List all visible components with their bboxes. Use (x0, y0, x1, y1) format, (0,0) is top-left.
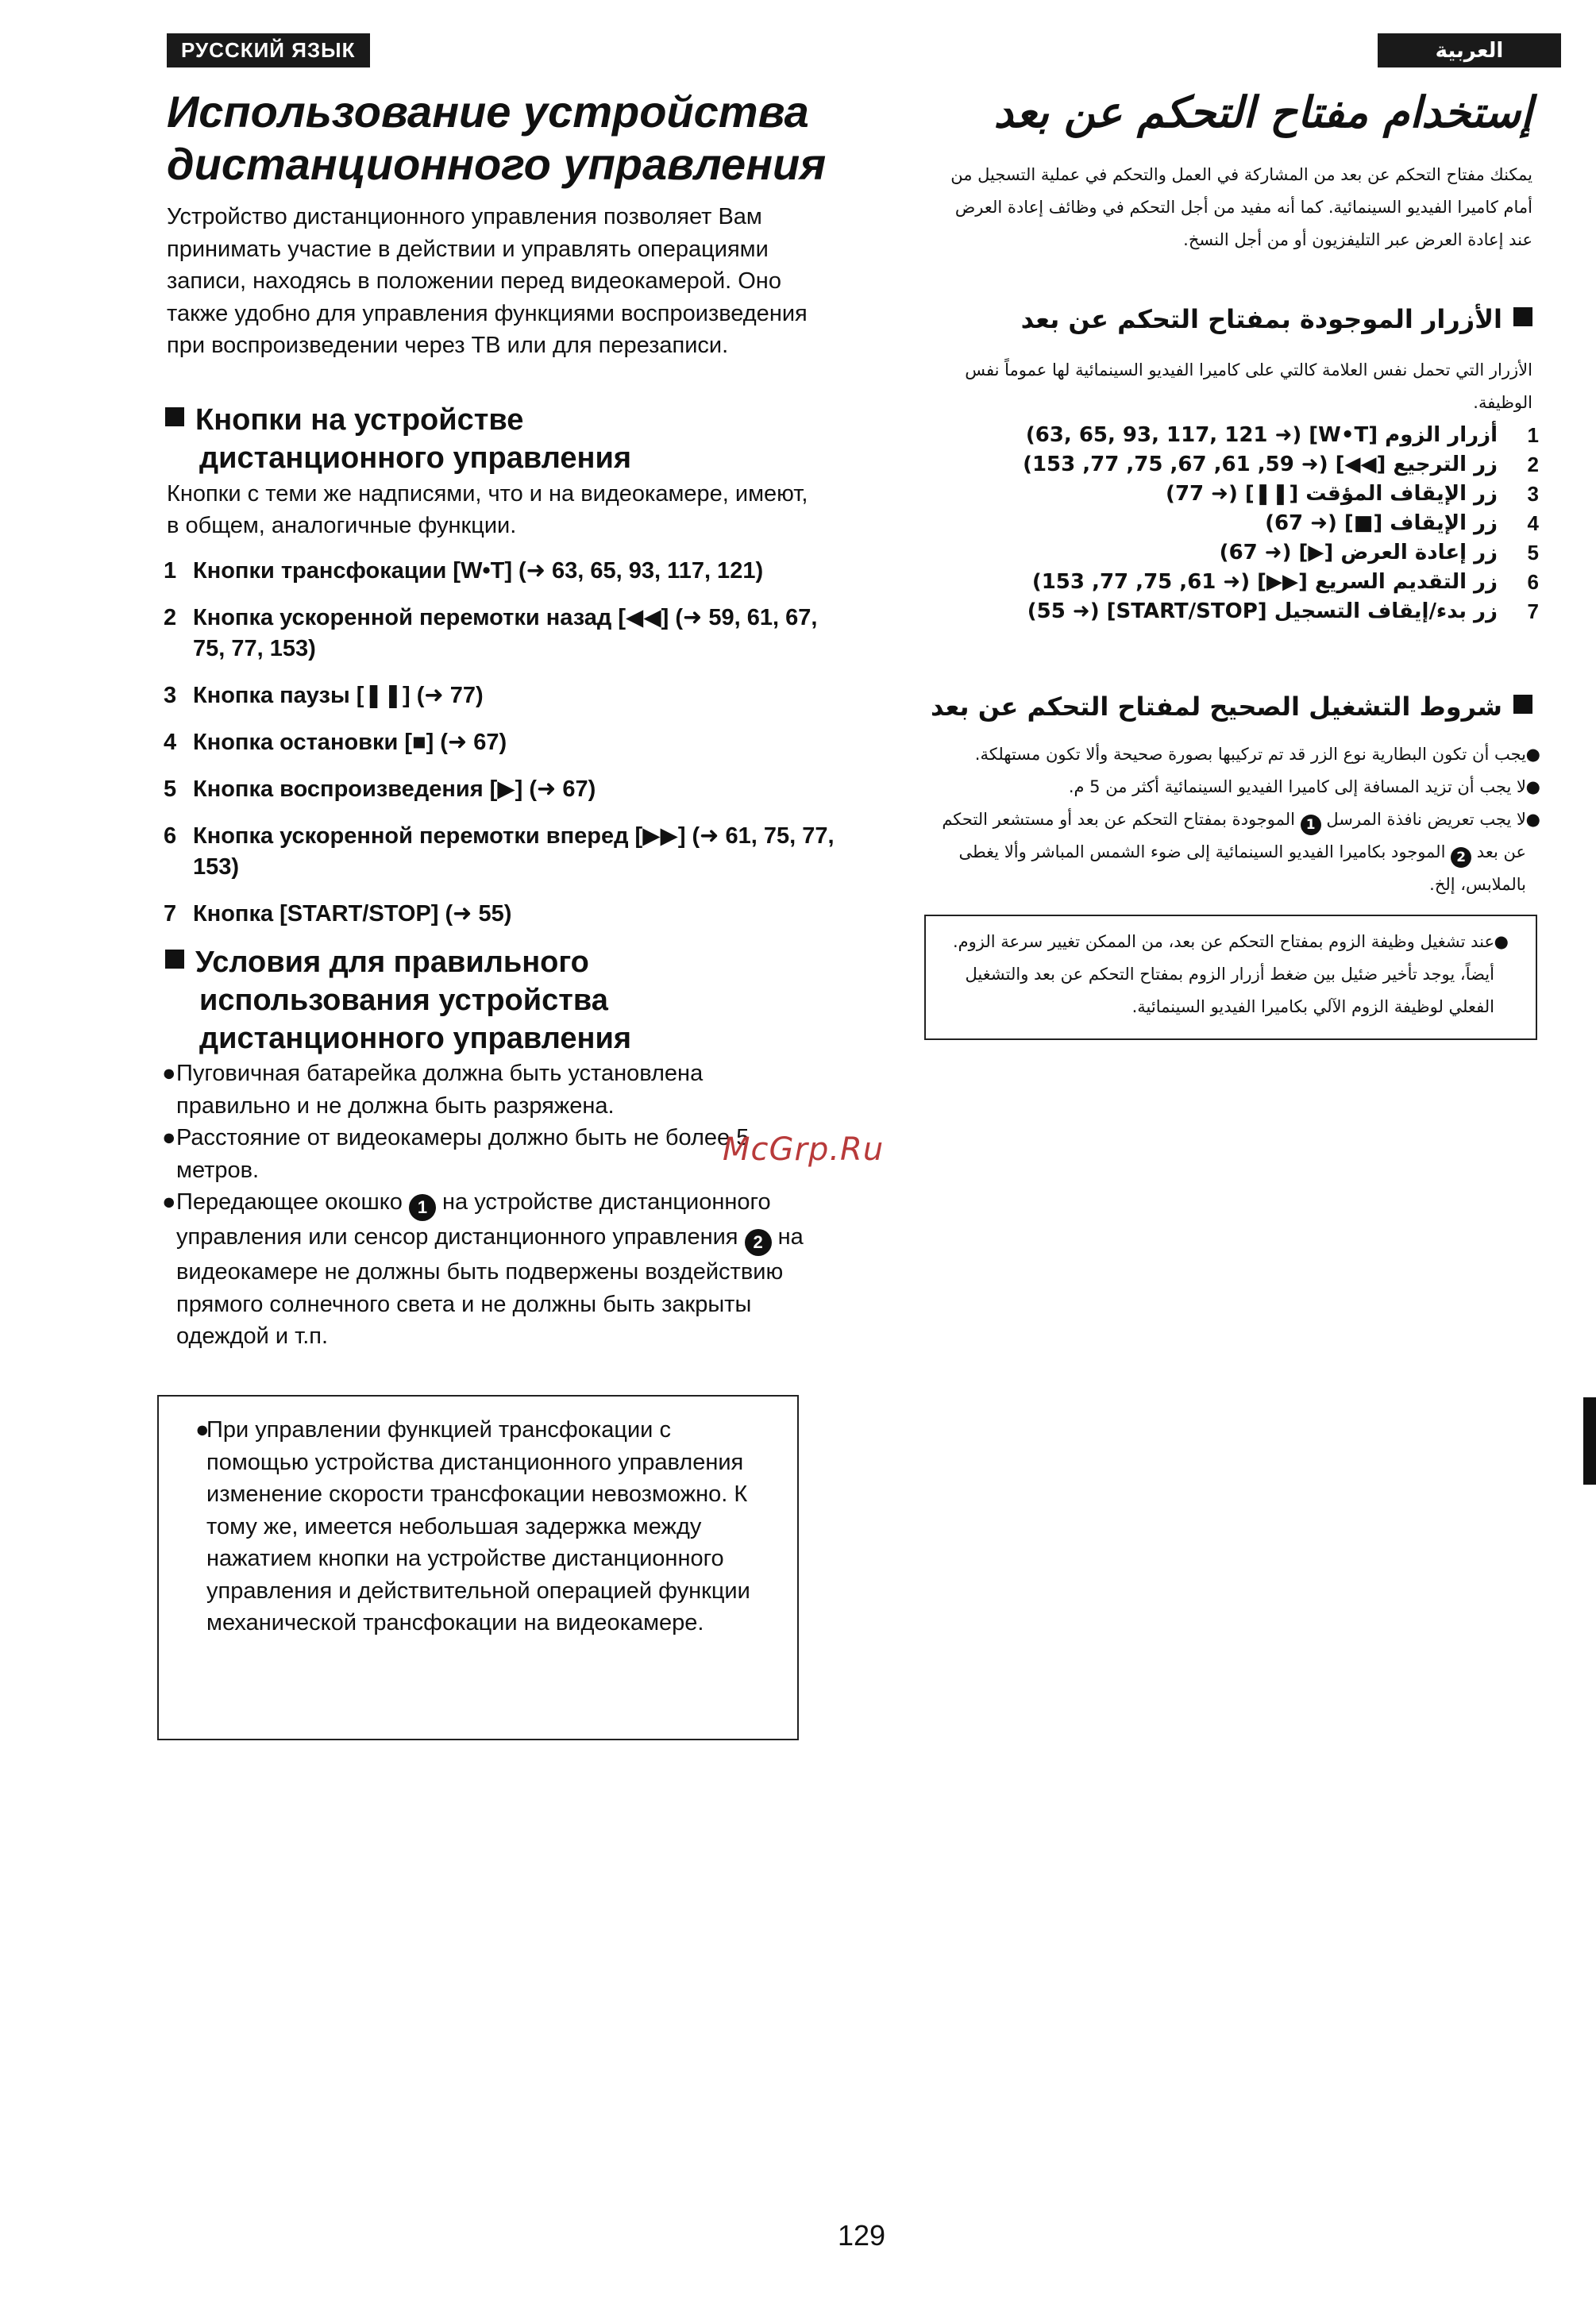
bullet-icon: ● (162, 1125, 176, 1150)
item-text: زر بدء/إيقاف التسجيل [START/STOP] (➜ 55) (1027, 599, 1498, 623)
section-heading-remote-buttons (165, 401, 824, 477)
item-text: الموجودة بمفتاح التحكم عن بعد أو مستشعر التحكم عن بعد (942, 810, 1526, 861)
list-item (921, 421, 1539, 450)
list-item (921, 509, 1539, 538)
section-text-remote-buttons: Кнопки с теми же надписями, что и на видеокамере, имеют, в общем, аналогичные функции. (167, 481, 808, 538)
item-text: لا يجب أن تزيد المسافة إلى كاميرا الفيديو السينمائية أكثر من 5 م. (1068, 777, 1526, 796)
list-item (164, 821, 838, 883)
intro-paragraph-arabic: يمكنك مفتاح التحكم عن بعد من المشاركة في العمل والتحكم في عملية التسجيل من أمام كاميرا الفيديو السينمائية. كما أنه مفيد من أجل التحكم في وظائف إعادة العرض عند إعادة العرض عبر التليفزيون أو من أجل النسخ. (950, 165, 1532, 249)
list-item (164, 727, 838, 758)
list-item (921, 803, 1540, 901)
section-heading-conditions-arabic (921, 688, 1532, 726)
language-tag-arabic: العربية (1378, 33, 1561, 67)
section-heading-remote-buttons-arabic (921, 300, 1532, 338)
section-heading-conditions (165, 943, 824, 1058)
square-bullet-icon (165, 950, 184, 969)
item-number: 3 (164, 683, 177, 708)
bullet-icon: ● (1494, 932, 1509, 951)
page-number: 129 (838, 2219, 886, 2252)
item-number: 4 (1527, 511, 1539, 535)
list-item (164, 774, 838, 805)
item-number: 5 (164, 776, 177, 802)
list-item (164, 556, 838, 587)
page-title-russian: Использование устройства дистанционного управления (167, 87, 827, 189)
item-text: Кнопки трансфокации [W•T] (➜ 63, 65, 93, 117, 121) (193, 558, 764, 584)
heading-line: использования устройства (199, 984, 608, 1017)
item-text: на устройстве дистанционного управления или сенсор дистанционного управления (176, 1189, 771, 1250)
intro-paragraph-russian: Устройство дистанционного управления позволяет Вам принимать участие в действии и управлять операциями записи, находясь в положении перед видеокамерой. Оно также удобно для управления функциями воспроизведения при воспроизведении через ТВ или для перезаписи. (167, 204, 808, 358)
item-text: زر إعادة العرض [▶] (➜ 67) (1219, 541, 1498, 564)
item-text: Кнопка остановки [■] (➜ 67) (193, 730, 507, 755)
item-number: 7 (164, 901, 177, 927)
item-text: زر التقديم السريع [▶▶] (➜ 61, 75, 77, 153) (1031, 570, 1498, 594)
language-tag-russian: РУССКИЙ ЯЗЫК (167, 33, 370, 67)
item-number: 4 (164, 730, 177, 755)
item-text: на видеокамере не должны быть подвержены воздействию прямого солнечного света и не должны быть закрыты одеждой и т.п. (176, 1224, 804, 1349)
note-body: При управлении функцией трансфокации с помощью устройства дистанционного управления изменение скорости трансфокации невозможно. К тому же, имеется небольшая задержка между нажатием кнопки на устройстве дистанционного управления и действительной операцией функции механической трансфокации на видеокамере. (206, 1417, 750, 1636)
square-bullet-icon (165, 407, 184, 426)
item-number: 6 (1527, 570, 1539, 594)
item-text: لا يجب تعريض نافذة المرسل (1326, 810, 1526, 829)
bullet-icon: ● (195, 1417, 210, 1443)
note-body: عند تشغيل وظيفة الزوم بمفتاح التحكم عن بعد، من الممكن تغيير سرعة الزوم. أيضاً، يوجد تأخير ضئيل بين ضغط أزرار الزوم بمفتاح التحكم عن بعد والتشغيل الفعلي لوظيفة الزوم الآلي بكاميرا الفيديو السينمائية. (952, 932, 1494, 1016)
list-item (921, 597, 1539, 626)
item-number: 2 (164, 605, 177, 630)
list-item (164, 899, 838, 930)
list-item (921, 538, 1539, 568)
heading-line: Кнопки на устройстве (195, 403, 524, 437)
watermark: McGrp.Ru (723, 1131, 885, 1168)
bullet-icon: ● (1525, 745, 1540, 764)
callout-number-2-icon: 2 (1451, 847, 1471, 868)
callout-number-1-icon: 1 (409, 1194, 436, 1221)
item-text: Кнопка паузы [❚❚] (➜ 77) (193, 683, 484, 708)
note-text (950, 926, 1509, 1023)
item-text: زر الترجيع [◀◀] (➜ 59, 61, 67, 75, 77, 153) (1023, 453, 1498, 476)
callout-number-2-icon: 2 (745, 1229, 772, 1256)
heading-line: شروط التشغيل الصحيح لمفتاح التحكم عن بعد (930, 692, 1502, 722)
bullet-icon: ● (1525, 777, 1540, 796)
heading-line: الأزرار الموجودة بمفتاح التحكم عن بعد (1020, 304, 1502, 334)
bullet-icon: ● (1525, 810, 1540, 829)
note-box-arabic (924, 915, 1537, 1040)
item-number: 2 (1527, 453, 1539, 476)
item-text: الموجود بكاميرا الفيديو السينمائية إلى ضوء الشمس المباشر وألا يغطى بالملابس، إلخ. (958, 842, 1526, 894)
list-item (921, 450, 1539, 480)
note-text (195, 1414, 762, 1639)
page-title-arabic: إستخدام مفتاح التحكم عن بعد (993, 87, 1532, 137)
conditions-list-russian (162, 1058, 821, 1353)
item-text: زر الإيقاف المؤقت [❚❚] (➜ 77) (1166, 482, 1498, 506)
heading-line: дистанционного управления (199, 1022, 632, 1055)
list-item (921, 480, 1539, 509)
item-text: Пуговичная батарейка должна быть установлена правильно и не должна быть разряжена. (176, 1061, 704, 1119)
item-number: 5 (1527, 541, 1539, 564)
item-text: Передающее окошко (176, 1189, 403, 1215)
item-text: يجب أن تكون البطارية نوع الزر قد تم تركيبها بصورة صحيحة وألا تكون مستهلكة. (974, 745, 1526, 764)
item-text: Кнопка [START/STOP] (➜ 55) (193, 901, 512, 927)
list-item (162, 1058, 821, 1122)
heading-line: дистанционного управления (199, 441, 632, 475)
square-bullet-icon (1513, 307, 1532, 326)
item-text: أزرار الزوم [W•T] (➜ 63, 65, 93, 117, 121) (1025, 423, 1498, 447)
list-item (921, 568, 1539, 597)
section-text-remote-buttons-arabic: الأزرار التي تحمل نفس العلامة كالتي على كاميرا الفيديو السينمائية لها عموماً نفس الوظيفة. (965, 360, 1532, 412)
heading-line: Условия для правильного (195, 946, 589, 979)
item-number: 6 (164, 823, 177, 849)
bullet-icon: ● (162, 1189, 176, 1215)
item-text: Кнопка ускоренной перемотки назад [◀◀] (➜ 59, 61, 67, 75, 77, 153) (193, 605, 818, 661)
remote-button-list-arabic (921, 421, 1539, 626)
list-item (164, 603, 838, 665)
callout-number-1-icon: 1 (1301, 815, 1321, 835)
item-text: Кнопка воспроизведения [▶] (➜ 67) (193, 776, 596, 802)
list-item (921, 738, 1540, 771)
remote-button-list-russian (164, 556, 838, 946)
item-number: 1 (164, 558, 177, 584)
item-text: Расстояние от видеокамеры должно быть не более 5 метров. (176, 1125, 750, 1183)
list-item (164, 680, 838, 711)
page-edge-tab-marker (1583, 1397, 1596, 1485)
item-number: 3 (1527, 482, 1539, 506)
item-number: 7 (1527, 599, 1539, 623)
conditions-list-arabic (921, 738, 1540, 901)
list-item (921, 771, 1540, 803)
square-bullet-icon (1513, 695, 1532, 714)
item-text: Кнопка ускоренной перемотки вперед [▶▶] (➜ 61, 75, 77, 153) (193, 823, 835, 880)
note-box-russian (157, 1395, 799, 1740)
bullet-icon: ● (162, 1061, 176, 1086)
item-number: 1 (1527, 423, 1539, 447)
item-text: زر الإيقاف [■] (➜ 67) (1265, 511, 1498, 535)
list-item (162, 1186, 821, 1353)
